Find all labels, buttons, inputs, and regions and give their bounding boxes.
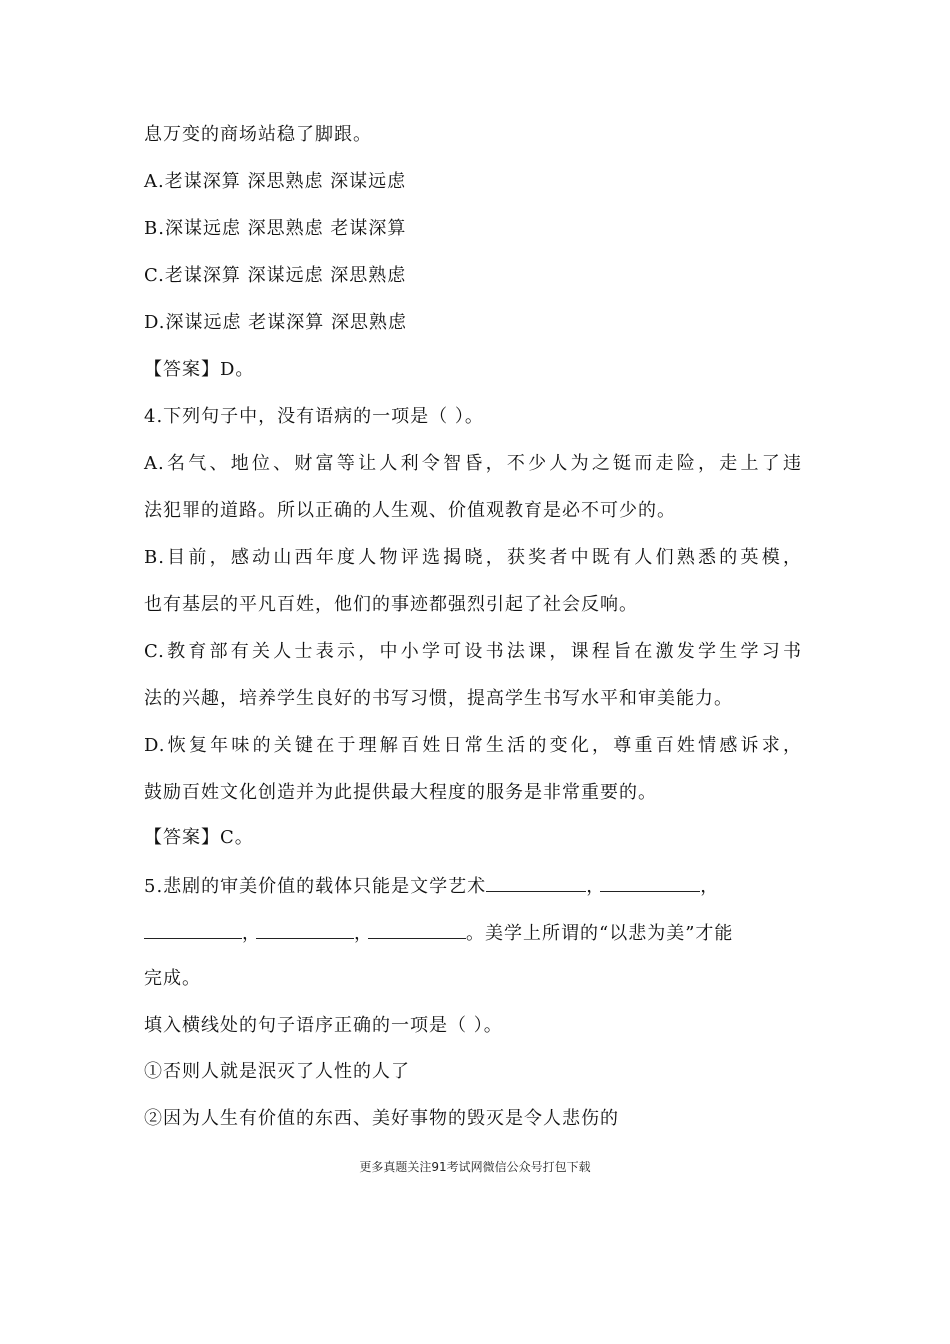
question-4-option-a-cont: 法犯罪的道路。所以正确的人生观、价值观教育是必不可少的。 [144,500,676,521]
option-b: B.深谋远虑 深思熟虑 老谋深算 [144,218,407,239]
question-4-option-b: B.目前，感动山西年度人物评选揭晓，获奖者中既有人们熟悉的英模， [144,547,802,568]
sentence-1: ①否则人就是泯灭了人性的人了 [144,1061,410,1082]
comma: ， [354,923,373,944]
answer-line: 【答案】C。 [144,827,254,848]
comma: ， [242,923,261,944]
question-4-option-b-cont: 也有基层的平凡百姓，他们的事迹都强烈引起了社会反响。 [144,594,638,615]
text-line: 息万变的商场站稳了脚跟。 [144,124,372,145]
fill-blank [256,920,354,939]
fill-blank [144,920,242,939]
option-d: D.深谋远虑 老谋深算 深思熟虑 [144,312,407,333]
fill-blank [486,873,586,892]
comma: ， [586,876,606,897]
question-5-tail: 。美学上所谓的“以悲为美”才能 [466,923,734,944]
question-5-stem-cont [144,920,733,946]
question-4-stem: 4.下列句子中，没有语病的一项是（ ）。 [144,406,484,427]
comma: ， [700,876,720,897]
question-4-option-d-cont: 鼓励百姓文化创造并为此提供最大程度的服务是非常重要的。 [144,782,657,803]
fill-blank [368,920,466,939]
option-a: A.老谋深算 深思熟虑 深谋远虑 [144,171,407,192]
question-4-option-a: A.名气、地位、财富等让人利令智昏，不少人为之铤而走险，走上了违 [144,453,802,474]
option-c: C.老谋深算 深谋远虑 深思熟虑 [144,265,407,286]
question-4-option-c-cont: 法的兴趣，培养学生良好的书写习惯，提高学生书写水平和审美能力。 [144,688,733,709]
question-5-text: 5.悲剧的审美价值的载体只能是文学艺术 [144,876,487,897]
fill-blank [600,873,700,892]
question-4-option-c: C.教育部有关人士表示，中小学可设书法课，课程旨在激发学生学习书 [144,641,802,662]
question-4-option-d: D.恢复年味的关键在于理解百姓日常生活的变化，尊重百姓情感诉求， [144,735,802,756]
answer-line: 【答案】D。 [144,359,255,380]
page-footer: 更多真题关注91考试网微信公众号打包下载 [359,1160,591,1174]
question-5-instruction: 填入横线处的句子语序正确的一项是（ ）。 [144,1015,503,1036]
question-5-stem-end: 完成。 [144,968,201,989]
question-5-stem [144,873,720,899]
sentence-2: ②因为人生有价值的东西、美好事物的毁灭是令人悲伤的 [144,1108,619,1129]
